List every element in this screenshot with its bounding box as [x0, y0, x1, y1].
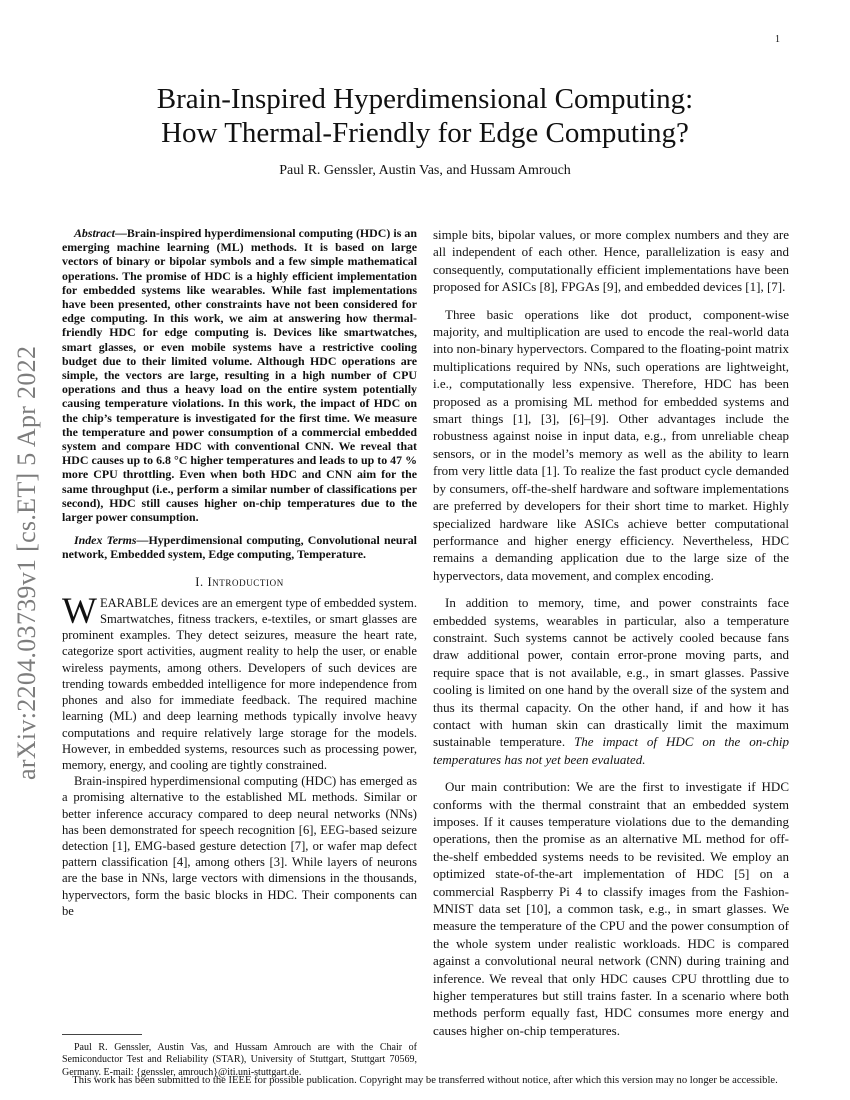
index-terms [62, 533, 417, 561]
ieee-submission-notice: This work has been submitted to the IEEE for possible publication. Copyright may be transferred without notice, after which this version may no longer be accessible. [72, 1075, 778, 1086]
intro-lead-word: EARABLE [99, 595, 159, 610]
abstract [62, 226, 417, 524]
right-paragraph-3-text: In addition to memory, time, and power constraints face embedded systems, wearables in particular, also a temperature constraint. Such systems cannot be actively cooled because fans draw additional power, contain error-prone moving parts, and require space that is not available, e.g., in smart glasses. Passive cooling is limited on one hand by the overall size of the system and thus its thermal capacity. On the other hand, if and how it has contact with human skin can drastically limit the maximum sustainable temperature. [433, 595, 789, 750]
section-number: I. [195, 574, 204, 589]
intro-paragraph-2: Brain-inspired hyperdimensional computing (HDC) has emerged as a promising alternative to the established ML methods. Similar or better inference accuracy compared to deep neural networks (NNs) has been demonstrated for speech recognition [6], EEG-based seizure detection [1], EMG-based gesture detection [7], or wafer map defect pattern classification [4], among others [3]. While layers of neurons are the base in NNs, large vectors with dimensions in the thousands, hypervectors, form the basic blocks in HDC. Their components can be [62, 774, 417, 918]
index-terms-label: Index Terms [74, 533, 137, 548]
title-line-1: Brain-Inspired Hyperdimensional Computing: [156, 83, 694, 115]
arxiv-identifier-stamp: arXiv:2204.03739v1 [cs.ET] 5 Apr 2022 [12, 345, 41, 780]
author-affiliation-footnote: Paul R. Genssler, Austin Vas, and Hussam Amrouch are with the Chair of Semiconductor Test and Reliability (STAR), University of Stuttgart, Stuttgart 70569, Germany. E-mail: {genssler, amrouch}@iti.uni-stuttgart.de. [62, 1042, 417, 1078]
right-paragraph-2: Three basic operations like dot product, component-wise majority, and multiplication are used to encode the real-world data into non-binary hypervectors. Compared to the floating-point matrix multiplications required by NNs, such operations are lightweight, i.e., computationally less expensive. Therefore, HDC has been proposed as a promising ML method for embedded systems and smart things [1], [3], [6]–[9]. Other advantages include the robustness against noise in input data, e.g., from unreliable cheap sensors, or in the model’s memory as well as the ability to learn from very little data [1]. To realize the fast product cycle demanded by consumers, off-the-shelf hardware and software implementations are preferred by developers for their short time to market. Highly specialized hardware like ASICs achieve better computational performance and higher energy efficiency. Nevertheless, HDC remains a demanding application due to the large size of the hypervectors, data movement, and complex encoding. [433, 306, 789, 583]
section-title: Introduction [207, 574, 284, 589]
title-line-2: How Thermal-Friendly for Edge Computing? [161, 117, 689, 149]
right-paragraph-1: simple bits, bipolar values, or more complex numbers and they are all independent of each other. Hence, parallelization is easy and consequently, computationally efficient implementations have been proposed for ASICs [8], FPGAs [9], and embedded devices [1], [7]. [433, 227, 789, 295]
right-paragraph-4: Our main contribution: We are the first to investigate if HDC conforms with the thermal constraint that an embedded system imposes. If it causes temperature violations due to the demanding operations, then the promise as an alternative ML method for off-the-shelf embedded systems needs to be revisited. We employ an optimized state-of-the-art implementation of HDC [5] on a commercial Raspberry Pi 4 to classify images from the Fashion-MNIST data set [10], a common task, e.g., in smart glasses. We measure the temperature of the CPU and the power consumption of the whole system under realistic workloads. HDC is compared against a convolutional neural network (CNN) during training and inference. We reveal that only HDC causes CPU throttling due to higher temperatures but still trains faster. In a scenario where both methods perform equally fast, HDC consumes more energy and causes higher on-chip temperatures. [433, 779, 789, 1038]
intro-paragraph-1 [62, 590, 417, 773]
intro-paragraph-1-text: devices are an emergent type of embedded system. Smartwatches, fitness trackers, e-textiles, or smart glasses are prominent examples. They detect seizures, measure the heart rate, categorize sport activities, augment reality to help the user, or enable wireless payments, among others. Developers of such devices are trending towards embedded intelligence for more independence from phones and also for immediate feedback. The required machine learning (ML) and deep learning methods typically involve heavy computations and require relatively large storage for the models. However, in embedded systems, resources such as processing power, memory, energy, and cooling are tightly constrained. [62, 595, 417, 772]
section-heading-introduction [62, 574, 417, 590]
right-paragraph-3-emphasis: The impact of HDC on the on-chip temperatures has not yet been evaluated. [433, 734, 789, 767]
author-list: Paul R. Genssler, Austin Vas, and Hussam Amrouch [279, 163, 571, 178]
footnote-rule [62, 1034, 142, 1035]
index-terms-text: —Hyperdimensional computing, Convolutional neural network, Embedded system, Edge computing, Temperature. [62, 533, 417, 562]
drop-cap: W [62, 590, 97, 632]
abstract-label: Abstract [74, 226, 115, 240]
page-number: 1 [775, 34, 780, 45]
abstract-text: —Brain-inspired hyperdimensional computing (HDC) is an emerging machine learning (ML) methods. It is based on large vectors of binary or bipolar symbols and a few simple mathematical operations. The promise of HDC is a highly efficient implementation for embedded systems like wearables. While fast implementations have been presented, other constraints have not been considered for edge computing. In this work, we aim at answering how thermal-friendly HDC for edge computing is. Devices like smartwatches, smart glasses, or even mobile systems have a restrictive cooling budget due to their limited volume. Although HDC operations are simple, the vectors are large, resulting in a high number of CPU operations and thus a heavy load on the entire system potentially causing temperature violations. In this work, the impact of HDC on the chip’s temperature is investigated for the first time. We measure the temperature and power consumption of a commercial embedded system and compare HDC with conventional CNN. We reveal that HDC causes up to 6.8 °C higher temperatures and leads to up to 47 % more CPU throttling. Even when both HDC and CNN aim for the same throughput (i.e., perform a similar number of classifications per second), HDC still causes higher on-chip temperatures due to the larger power consumption. [62, 226, 417, 525]
right-column [433, 226, 789, 1049]
right-paragraph-3 [433, 594, 789, 768]
left-column [62, 226, 417, 919]
paper-title [80, 82, 770, 150]
